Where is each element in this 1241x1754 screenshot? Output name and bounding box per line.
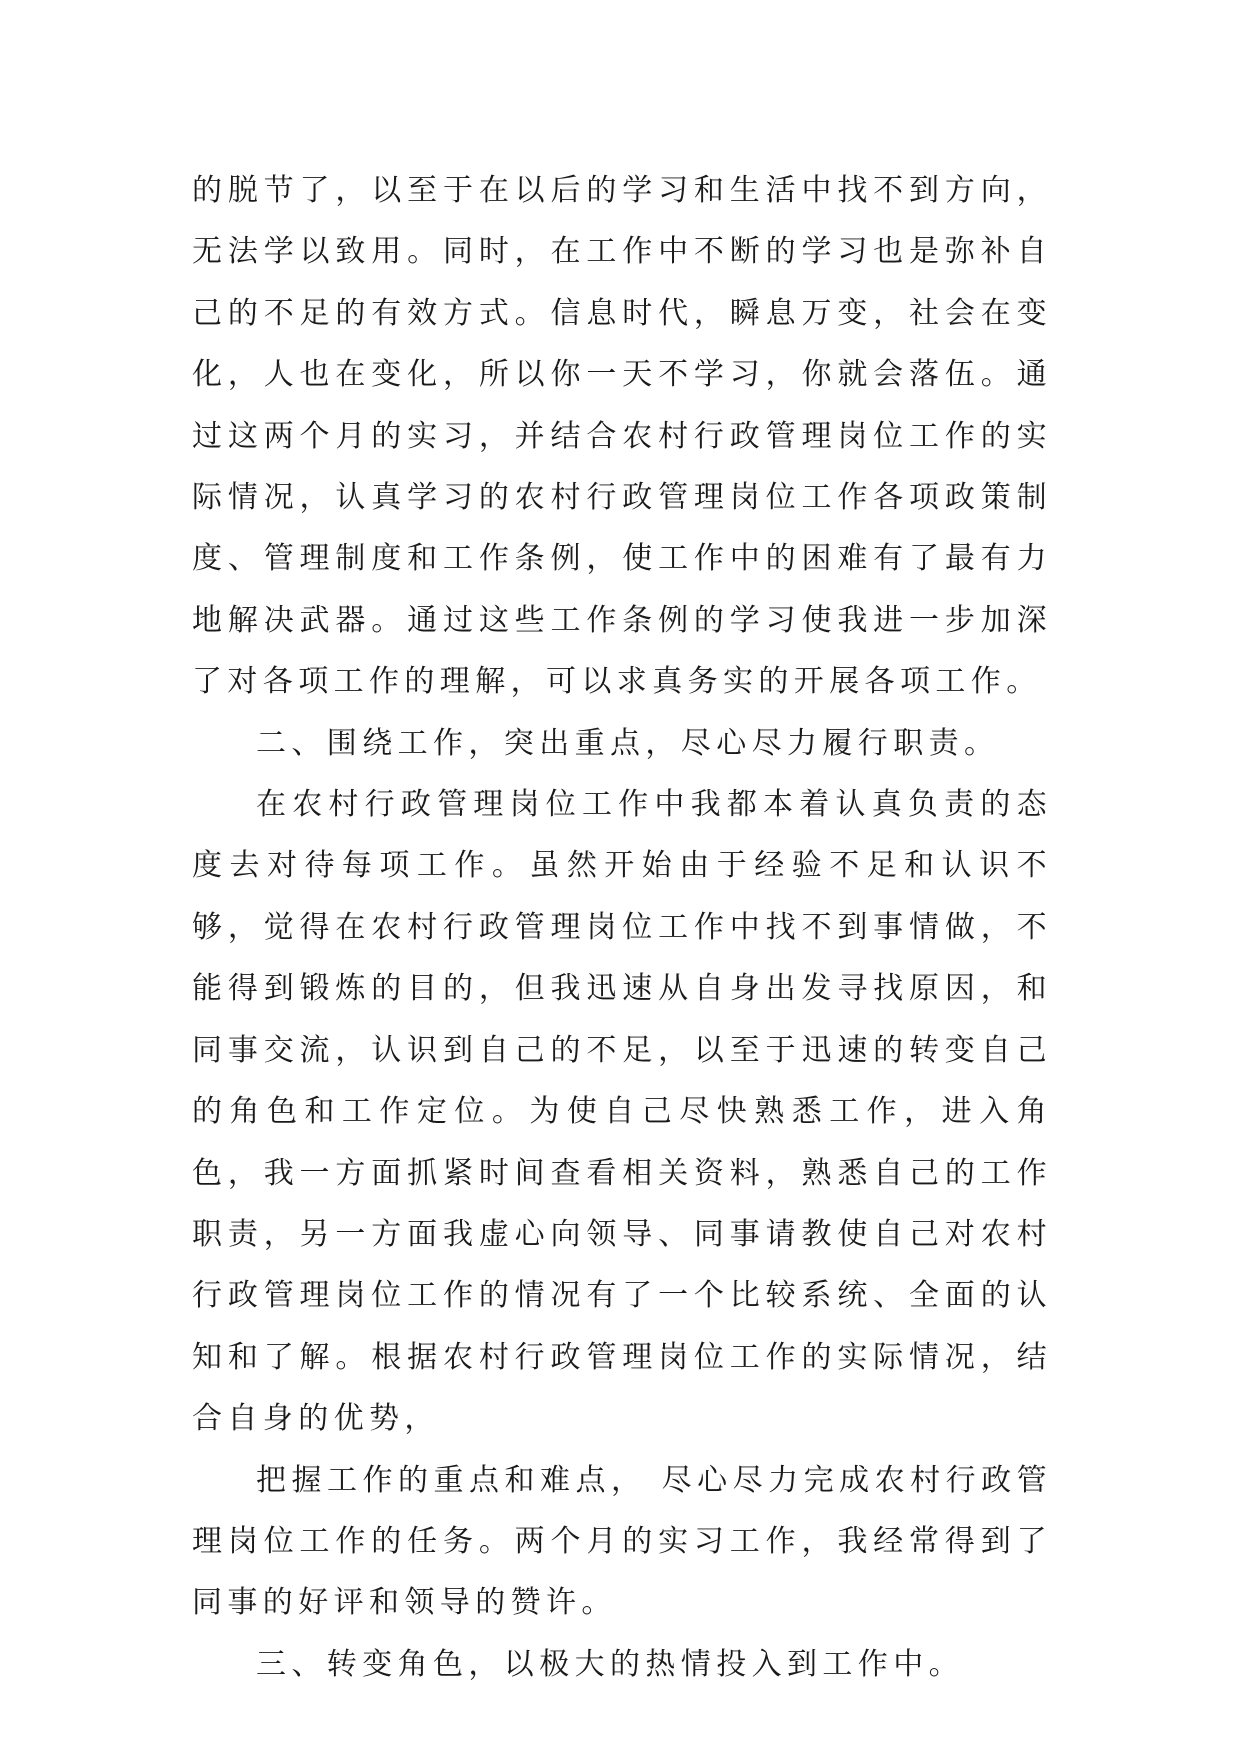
document-body: [192, 160, 1052, 1695]
section-heading-3: 三、转变角色，以极大的热情投入到工作中。: [256, 1646, 964, 1682]
paragraph-body: 把握工作的重点和难点， 尽心尽力完成农村行政管理岗位工作的任务。两个月的实习工作，我经常得到了同事的好评和领导的赞许。: [192, 1462, 1052, 1621]
paragraph-body: 在农村行政管理岗位工作中我都本着认真负责的态度去对待每项工作。虽然开始由于经验不足和认识不够，觉得在农村行政管理岗位工作中找不到事情做，不能得到锻炼的目的，但我迅速从自身出发寻找原因，和同事交流，认识到自己的不足，以至于迅速的转变自己的角色和工作定位。为使自己尽快熟悉工作，进入角色，我一方面抓紧时间查看相关资料，熟悉自己的工作职责，另一方面我虚心向领导、同事请教使自己对农村行政管理岗位工作的情况有了一个比较系统、全面的认知和了解。根据农村行政管理岗位工作的实际情况，结合自身的优势，: [192, 787, 1052, 1437]
paragraph-continuation: 的脱节了，以至于在以后的学习和生活中找不到方向，无法学以致用。同时，在工作中不断的学习也是弥补自己的不足的有效方式。信息时代，瞬息万变，社会在变化，人也在变化，所以你一天不学习，你就会落伍。通过这两个月的实习，并结合农村行政管理岗位工作的实际情况，认真学习的农村行政管理岗位工作各项政策制度、管理制度和工作条例，使工作中的困难有了最有力地解决武器。通过这些工作条例的学习使我进一步加深了对各项工作的理解，可以求真务实的开展各项工作。: [192, 173, 1052, 700]
section-heading-2: 二、围绕工作，突出重点，尽心尽力履行职责。: [256, 725, 1000, 761]
